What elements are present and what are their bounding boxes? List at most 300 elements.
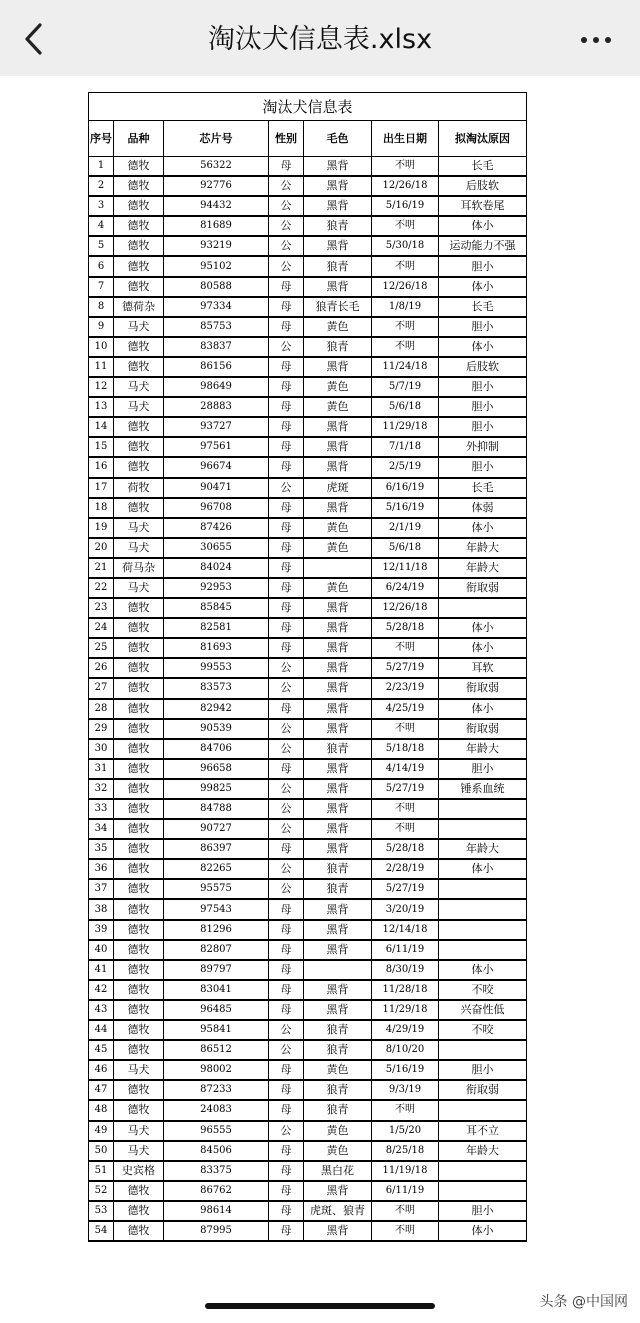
table-cell: 德牧	[114, 598, 164, 618]
table-row	[89, 719, 527, 739]
table-cell: 黑背	[304, 1221, 372, 1241]
table-cell: 21	[89, 558, 114, 578]
table-cell: 母	[269, 437, 304, 457]
table-row	[89, 236, 527, 256]
table-cell: 不明	[372, 1100, 439, 1120]
table-cell: 马犬	[114, 538, 164, 558]
table-cell: 96658	[164, 759, 269, 779]
table-cell: 母	[269, 417, 304, 437]
table-cell: 33	[89, 799, 114, 819]
table-cell: 公	[269, 236, 304, 256]
table-cell: 胆小	[439, 397, 527, 417]
table-row	[89, 859, 527, 879]
table-cell: 27	[89, 678, 114, 698]
table-cell: 5/7/19	[372, 377, 439, 397]
table-cell: 母	[269, 839, 304, 859]
table-cell: 不明	[372, 799, 439, 819]
table-cell: 11/19/18	[372, 1161, 439, 1181]
table-cell: 不明	[372, 1221, 439, 1241]
table-row	[89, 678, 527, 698]
table-cell: 56322	[164, 157, 269, 177]
table-cell: 52	[89, 1181, 114, 1201]
table-cell: 6/24/19	[372, 578, 439, 598]
table-cell: 衔取弱	[439, 1080, 527, 1100]
table-cell: 长毛	[439, 297, 527, 317]
table-cell: 德牧	[114, 678, 164, 698]
table-cell	[439, 819, 527, 839]
watermark: 头条 @中国网	[539, 1294, 628, 1310]
table-row	[89, 899, 527, 919]
table-cell: 87995	[164, 1221, 269, 1241]
table-cell: 35	[89, 839, 114, 859]
table-cell: 85845	[164, 598, 269, 618]
table-cell: 87233	[164, 1080, 269, 1100]
table-cell: 母	[269, 1080, 304, 1100]
table-cell: 体小	[439, 337, 527, 357]
table-body	[89, 157, 527, 1242]
table-cell: 长毛	[439, 478, 527, 498]
table-cell: 不明	[372, 638, 439, 658]
table-cell: 德荷杂	[114, 297, 164, 317]
table-cell: 5/28/18	[372, 618, 439, 638]
table-cell: 不明	[372, 719, 439, 739]
table-cell: 马犬	[114, 397, 164, 417]
table-row	[89, 377, 527, 397]
table-cell: 11	[89, 357, 114, 377]
table-cell: 92953	[164, 578, 269, 598]
table-cell: 12	[89, 377, 114, 397]
spreadsheet-view[interactable]	[88, 92, 526, 1242]
table-cell: 84706	[164, 739, 269, 759]
table-cell: 90539	[164, 719, 269, 739]
table-cell: 公	[269, 819, 304, 839]
table-cell: 黑背	[304, 157, 372, 177]
table-cell: 不咬	[439, 980, 527, 1000]
table-cell: 39	[89, 920, 114, 940]
table-cell: 85753	[164, 317, 269, 337]
table-cell: 公	[269, 879, 304, 899]
table-cell: 胆小	[439, 256, 527, 276]
table-cell: 82942	[164, 699, 269, 719]
table-cell	[439, 1181, 527, 1201]
table-cell: 50	[89, 1141, 114, 1161]
table-cell: 46	[89, 1060, 114, 1080]
table-row	[89, 1100, 527, 1120]
table-cell: 虎斑、狼青	[304, 1201, 372, 1221]
table-cell: 德牧	[114, 719, 164, 739]
table-cell: 母	[269, 638, 304, 658]
table-cell: 黑背	[304, 176, 372, 196]
table-cell	[439, 1100, 527, 1120]
table-cell: 德牧	[114, 699, 164, 719]
table-cell: 黑背	[304, 196, 372, 216]
table-cell: 黑背	[304, 417, 372, 437]
table-cell: 衔取弱	[439, 578, 527, 598]
table-cell: 不明	[372, 216, 439, 236]
table-cell	[439, 799, 527, 819]
table-cell: 衔取弱	[439, 678, 527, 698]
table-cell: 体小	[439, 960, 527, 980]
table-row	[89, 779, 527, 799]
table-cell: 母	[269, 357, 304, 377]
table-cell: 公	[269, 739, 304, 759]
table-row	[89, 357, 527, 377]
table-cell: 母	[269, 980, 304, 1000]
table-row	[89, 1201, 527, 1221]
table-cell: 43	[89, 1000, 114, 1020]
column-header: 性别	[269, 121, 304, 157]
table-cell: 母	[269, 1000, 304, 1020]
table-cell: 黄色	[304, 377, 372, 397]
column-header: 毛色	[304, 121, 372, 157]
table-cell: 德牧	[114, 638, 164, 658]
table-cell: 黄色	[304, 1060, 372, 1080]
table-cell: 黄色	[304, 397, 372, 417]
table-row	[89, 1060, 527, 1080]
table-cell: 后肢软	[439, 357, 527, 377]
table-cell: 胆小	[439, 317, 527, 337]
table-cell	[304, 558, 372, 578]
table-cell: 母	[269, 157, 304, 177]
table-cell: 1	[89, 157, 114, 177]
table-cell: 4/14/19	[372, 759, 439, 779]
table-cell: 母	[269, 1201, 304, 1221]
table-cell: 德牧	[114, 899, 164, 919]
table-row	[89, 658, 527, 678]
table-cell: 德牧	[114, 618, 164, 638]
table-cell: 年龄大	[439, 839, 527, 859]
table-cell: 26	[89, 658, 114, 678]
table-cell: 95841	[164, 1020, 269, 1040]
table-cell: 公	[269, 256, 304, 276]
table-row	[89, 1040, 527, 1060]
table-cell: 24083	[164, 1100, 269, 1120]
table-cell: 耳软	[439, 658, 527, 678]
table-cell: 81296	[164, 920, 269, 940]
table-cell: 42	[89, 980, 114, 1000]
table-cell: 81693	[164, 638, 269, 658]
table-cell: 母	[269, 518, 304, 538]
table-cell: 黄色	[304, 538, 372, 558]
table-row	[89, 759, 527, 779]
table-cell: 6/16/19	[372, 478, 439, 498]
table-cell: 母	[269, 1060, 304, 1080]
table-cell: 年龄大	[439, 538, 527, 558]
table-cell: 30655	[164, 538, 269, 558]
table-cell: 3/20/19	[372, 899, 439, 919]
table-cell: 狼青	[304, 1020, 372, 1040]
table-row	[89, 297, 527, 317]
table-cell	[439, 899, 527, 919]
table-cell: 德牧	[114, 799, 164, 819]
table-row	[89, 578, 527, 598]
table-cell: 黄色	[304, 578, 372, 598]
table-cell: 96708	[164, 498, 269, 518]
table-cell: 82807	[164, 940, 269, 960]
table-cell: 黑背	[304, 658, 372, 678]
table-cell	[304, 960, 372, 980]
table-cell: 黑背	[304, 940, 372, 960]
table-cell: 37	[89, 879, 114, 899]
table-cell: 12/11/18	[372, 558, 439, 578]
table-cell: 公	[269, 658, 304, 678]
table-row	[89, 1161, 527, 1181]
table-cell: 母	[269, 1161, 304, 1181]
table-cell: 19	[89, 518, 114, 538]
table-cell: 体弱	[439, 498, 527, 518]
table-cell: 5/27/19	[372, 779, 439, 799]
table-cell: 黑背	[304, 980, 372, 1000]
table-cell: 36	[89, 859, 114, 879]
table-cell: 83837	[164, 337, 269, 357]
table-row	[89, 397, 527, 417]
table-row	[89, 1080, 527, 1100]
table-row	[89, 618, 527, 638]
table-cell: 7	[89, 277, 114, 297]
table-cell: 29	[89, 719, 114, 739]
table-cell: 马犬	[114, 1121, 164, 1141]
table-cell: 黑背	[304, 236, 372, 256]
table-row	[89, 819, 527, 839]
table-cell: 狼青	[304, 256, 372, 276]
table-cell: 90471	[164, 478, 269, 498]
table-cell: 黑背	[304, 277, 372, 297]
table-cell: 22	[89, 578, 114, 598]
table-cell: 德牧	[114, 1100, 164, 1120]
table-row	[89, 216, 527, 236]
column-header: 出生日期	[372, 121, 439, 157]
table-cell: 体小	[439, 216, 527, 236]
column-header: 品种	[114, 121, 164, 157]
table-row	[89, 337, 527, 357]
table-cell: 母	[269, 940, 304, 960]
table-cell	[439, 940, 527, 960]
column-header: 拟淘汰原因	[439, 121, 527, 157]
table-cell: 胆小	[439, 417, 527, 437]
page-title: 淘汰犬信息表.xlsx	[207, 24, 433, 55]
table-cell: 德牧	[114, 498, 164, 518]
table-cell: 母	[269, 377, 304, 397]
table-cell: 荷牧	[114, 478, 164, 498]
table-row	[89, 920, 527, 940]
table-cell: 84788	[164, 799, 269, 819]
table-cell: 24	[89, 618, 114, 638]
table-cell: 17	[89, 478, 114, 498]
table-cell: 母	[269, 277, 304, 297]
table-cell: 不咬	[439, 1020, 527, 1040]
table-cell: 14	[89, 417, 114, 437]
table-cell: 99825	[164, 779, 269, 799]
table-cell: 德牧	[114, 157, 164, 177]
table-cell: 18	[89, 498, 114, 518]
table-cell: 47	[89, 1080, 114, 1100]
table-cell: 5/27/19	[372, 879, 439, 899]
table-cell: 体小	[439, 618, 527, 638]
table-row	[89, 256, 527, 276]
table-cell	[439, 920, 527, 940]
table-cell: 公	[269, 478, 304, 498]
table-cell: 98002	[164, 1060, 269, 1080]
table-cell: 母	[269, 598, 304, 618]
column-header: 序号	[89, 121, 114, 157]
table-cell: 94432	[164, 196, 269, 216]
table-cell: 体小	[439, 699, 527, 719]
table-cell: 2/28/19	[372, 859, 439, 879]
table-cell: 51	[89, 1161, 114, 1181]
table-cell: 86762	[164, 1181, 269, 1201]
table-cell: 德牧	[114, 819, 164, 839]
table-cell: 黑背	[304, 357, 372, 377]
table-cell: 德牧	[114, 940, 164, 960]
table-cell: 97334	[164, 297, 269, 317]
table-cell: 84506	[164, 1141, 269, 1161]
table-row	[89, 317, 527, 337]
table-cell	[439, 598, 527, 618]
table-cell: 98614	[164, 1201, 269, 1221]
table-cell: 年龄大	[439, 558, 527, 578]
table-cell: 2	[89, 176, 114, 196]
table-cell: 体小	[439, 859, 527, 879]
table-cell: 4/25/19	[372, 699, 439, 719]
table-cell: 公	[269, 176, 304, 196]
table-cell: 5/27/19	[372, 658, 439, 678]
table-cell: 母	[269, 297, 304, 317]
table-cell: 耳不立	[439, 1121, 527, 1141]
table-cell: 44	[89, 1020, 114, 1040]
table-cell: 德牧	[114, 216, 164, 236]
table-cell: 长毛	[439, 157, 527, 177]
table-cell: 德牧	[114, 337, 164, 357]
table-cell: 德牧	[114, 1020, 164, 1040]
table-cell: 史宾格	[114, 1161, 164, 1181]
table-cell: 狼青	[304, 1040, 372, 1060]
table-cell	[439, 879, 527, 899]
more-button[interactable]	[578, 24, 614, 54]
table-cell: 德牧	[114, 1040, 164, 1060]
table-row	[89, 437, 527, 457]
table-cell: 不明	[372, 1201, 439, 1221]
table-cell: 96555	[164, 1121, 269, 1141]
table-cell: 德牧	[114, 759, 164, 779]
table-cell: 马犬	[114, 578, 164, 598]
table-row	[89, 277, 527, 297]
table-cell: 2/1/19	[372, 518, 439, 538]
table-row	[89, 558, 527, 578]
table-row	[89, 980, 527, 1000]
table-cell: 德牧	[114, 1221, 164, 1241]
table-cell: 马犬	[114, 518, 164, 538]
table-cell: 黑背	[304, 638, 372, 658]
table-row	[89, 598, 527, 618]
table-cell: 母	[269, 397, 304, 417]
table-row	[89, 157, 527, 177]
table-cell: 95575	[164, 879, 269, 899]
table-cell: 25	[89, 638, 114, 658]
table-cell: 96485	[164, 1000, 269, 1020]
table-cell: 德牧	[114, 1201, 164, 1221]
table-cell: 外抑制	[439, 437, 527, 457]
table-cell: 5/16/19	[372, 196, 439, 216]
table-cell: 公	[269, 1020, 304, 1040]
table-cell: 母	[269, 317, 304, 337]
table-cell: 15	[89, 437, 114, 457]
table-cell: 母	[269, 1221, 304, 1241]
table-cell: 5/18/18	[372, 739, 439, 759]
table-cell: 黑背	[304, 1000, 372, 1020]
table-cell: 83375	[164, 1161, 269, 1181]
table-cell: 82265	[164, 859, 269, 879]
table-cell: 黄色	[304, 1121, 372, 1141]
table-cell: 12/26/18	[372, 176, 439, 196]
table-cell: 德牧	[114, 277, 164, 297]
table-cell: 不明	[372, 256, 439, 276]
table-cell: 荷马杂	[114, 558, 164, 578]
table-cell: 53	[89, 1201, 114, 1221]
table-cell: 德牧	[114, 1000, 164, 1020]
table-cell: 黑背	[304, 1181, 372, 1201]
table-cell: 93727	[164, 417, 269, 437]
table-cell: 黑白花	[304, 1161, 372, 1181]
table-cell: 97561	[164, 437, 269, 457]
table-cell: 10	[89, 337, 114, 357]
table-cell: 90727	[164, 819, 269, 839]
table-cell: 公	[269, 337, 304, 357]
table-cell: 99553	[164, 658, 269, 678]
table-cell: 锤系血统	[439, 779, 527, 799]
table-cell: 32	[89, 779, 114, 799]
table-cell: 11/29/18	[372, 1000, 439, 1020]
table-cell: 11/28/18	[372, 980, 439, 1000]
table-cell: 8/10/20	[372, 1040, 439, 1060]
table-row	[89, 638, 527, 658]
table-cell: 黄色	[304, 1141, 372, 1161]
table-cell: 胆小	[439, 457, 527, 477]
table-cell: 93219	[164, 236, 269, 256]
table-row	[89, 699, 527, 719]
table-cell: 黑背	[304, 819, 372, 839]
table-cell: 体小	[439, 277, 527, 297]
table-cell: 8	[89, 297, 114, 317]
table-cell: 狼青	[304, 739, 372, 759]
table-cell: 黑背	[304, 920, 372, 940]
table-cell: 母	[269, 899, 304, 919]
table-cell: 28	[89, 699, 114, 719]
table-cell: 23	[89, 598, 114, 618]
table-row	[89, 518, 527, 538]
table-cell: 狼青	[304, 1080, 372, 1100]
table-cell: 89797	[164, 960, 269, 980]
table-cell: 6/11/19	[372, 940, 439, 960]
table-cell: 德牧	[114, 437, 164, 457]
top-bar	[0, 0, 640, 76]
table-row	[89, 799, 527, 819]
table-cell: 1/8/19	[372, 297, 439, 317]
table-cell: 30	[89, 739, 114, 759]
table-cell: 34	[89, 819, 114, 839]
table-cell: 不明	[372, 157, 439, 177]
table-cell: 5/16/19	[372, 498, 439, 518]
table-cell: 黑背	[304, 899, 372, 919]
table-cell: 狼青	[304, 859, 372, 879]
table-cell: 5/6/18	[372, 538, 439, 558]
table-row	[89, 960, 527, 980]
table-cell: 公	[269, 1040, 304, 1060]
table-row	[89, 940, 527, 960]
table-cell: 12/14/18	[372, 920, 439, 940]
table-cell: 年龄大	[439, 739, 527, 759]
table-cell: 81689	[164, 216, 269, 236]
table-row	[89, 498, 527, 518]
